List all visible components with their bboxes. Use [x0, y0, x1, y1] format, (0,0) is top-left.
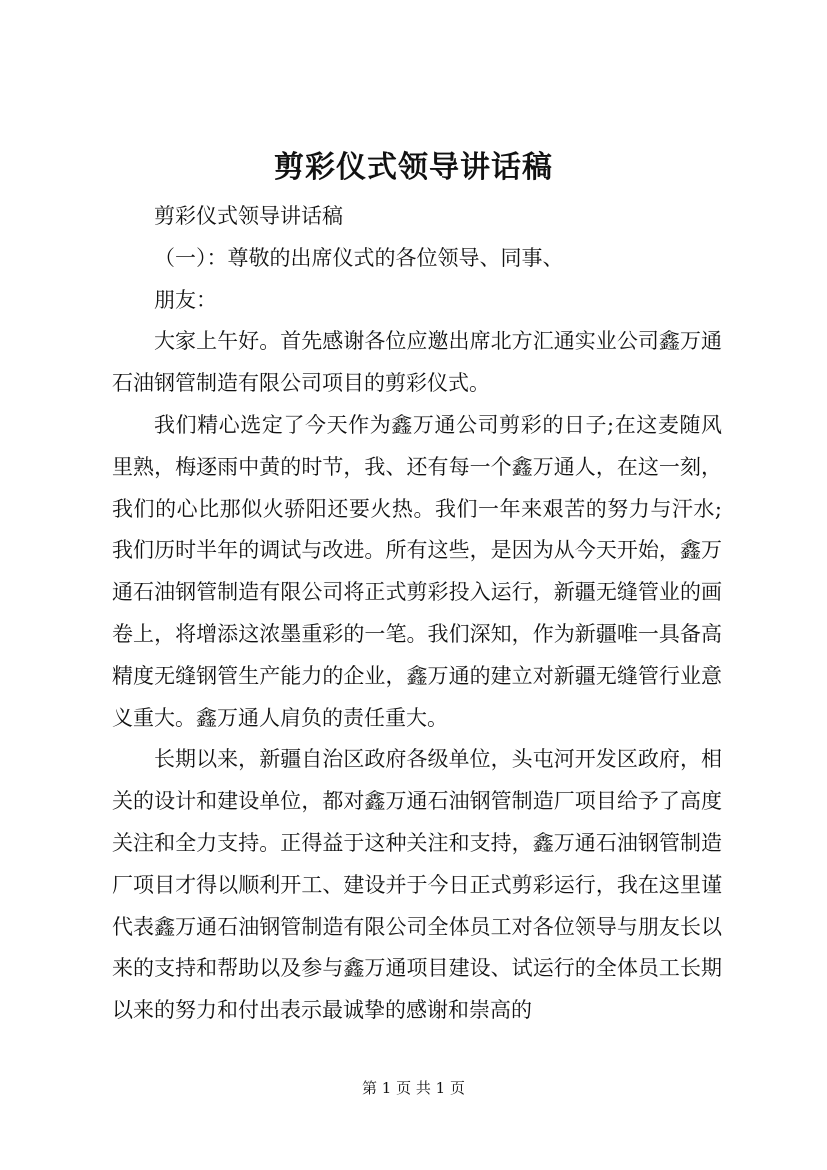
paragraph-salutation: （一）：尊敬的出席仪式的各位领导、同事、 [154, 245, 564, 270]
page-footer: 第 1 页 共 1 页 [362, 1079, 465, 1097]
document-title: 剪彩仪式领导讲话稿 [274, 150, 553, 185]
document-body [112, 196, 722, 1032]
paragraph-subtitle: 剪彩仪式领导讲话稿 [154, 204, 343, 228]
paragraph-greeting: 大家上午好。首先感谢各位应邀出席北方汇通实业公司鑫万通石油钢管制造有限公司项目的剪彩仪式。 [112, 329, 722, 396]
paragraph-salutation-cont: 朋友： [154, 287, 217, 312]
paragraph-body-1: 我们精心选定了今天作为鑫万通公司剪彩的日子;在这麦随风里熟，梅逐雨中黄的时节，我、还有每一个鑫万通人，在这一刻，我们的心比那似火骄阳还要火热。我们一年来艰苦的努力与汗水;我们历时半年的调试与改进。所有这些，是因为从今天开始，鑫万通石油钢管制造有限公司将正式剪彩投入运行，新疆无缝管业的画卷上，将增添这浓墨重彩的一笔。我们深知，作为新疆唯一具备高精度无缝钢管生产能力的企业，鑫万通的建立对新疆无缝管行业意义重大。鑫万通人肩负的责任重大。 [112, 412, 722, 730]
paragraph-body-2: 长期以来，新疆自治区政府各级单位，头屯河开发区政府，相关的设计和建设单位，都对鑫万通石油钢管制造厂项目给予了高度关注和全力支持。正得益于这种关注和支持，鑫万通石油钢管制造厂项目才得以顺利开工、建设并于今日正式剪彩运行，我在这里谨代表鑫万通石油钢管制造有限公司全体员工对各位领导与朋友长以来的支持和帮助以及参与鑫万通项目建设、试运行的全体员工长期以来的努力和付出表示最诚挚的感谢和崇高的 [112, 747, 722, 1023]
